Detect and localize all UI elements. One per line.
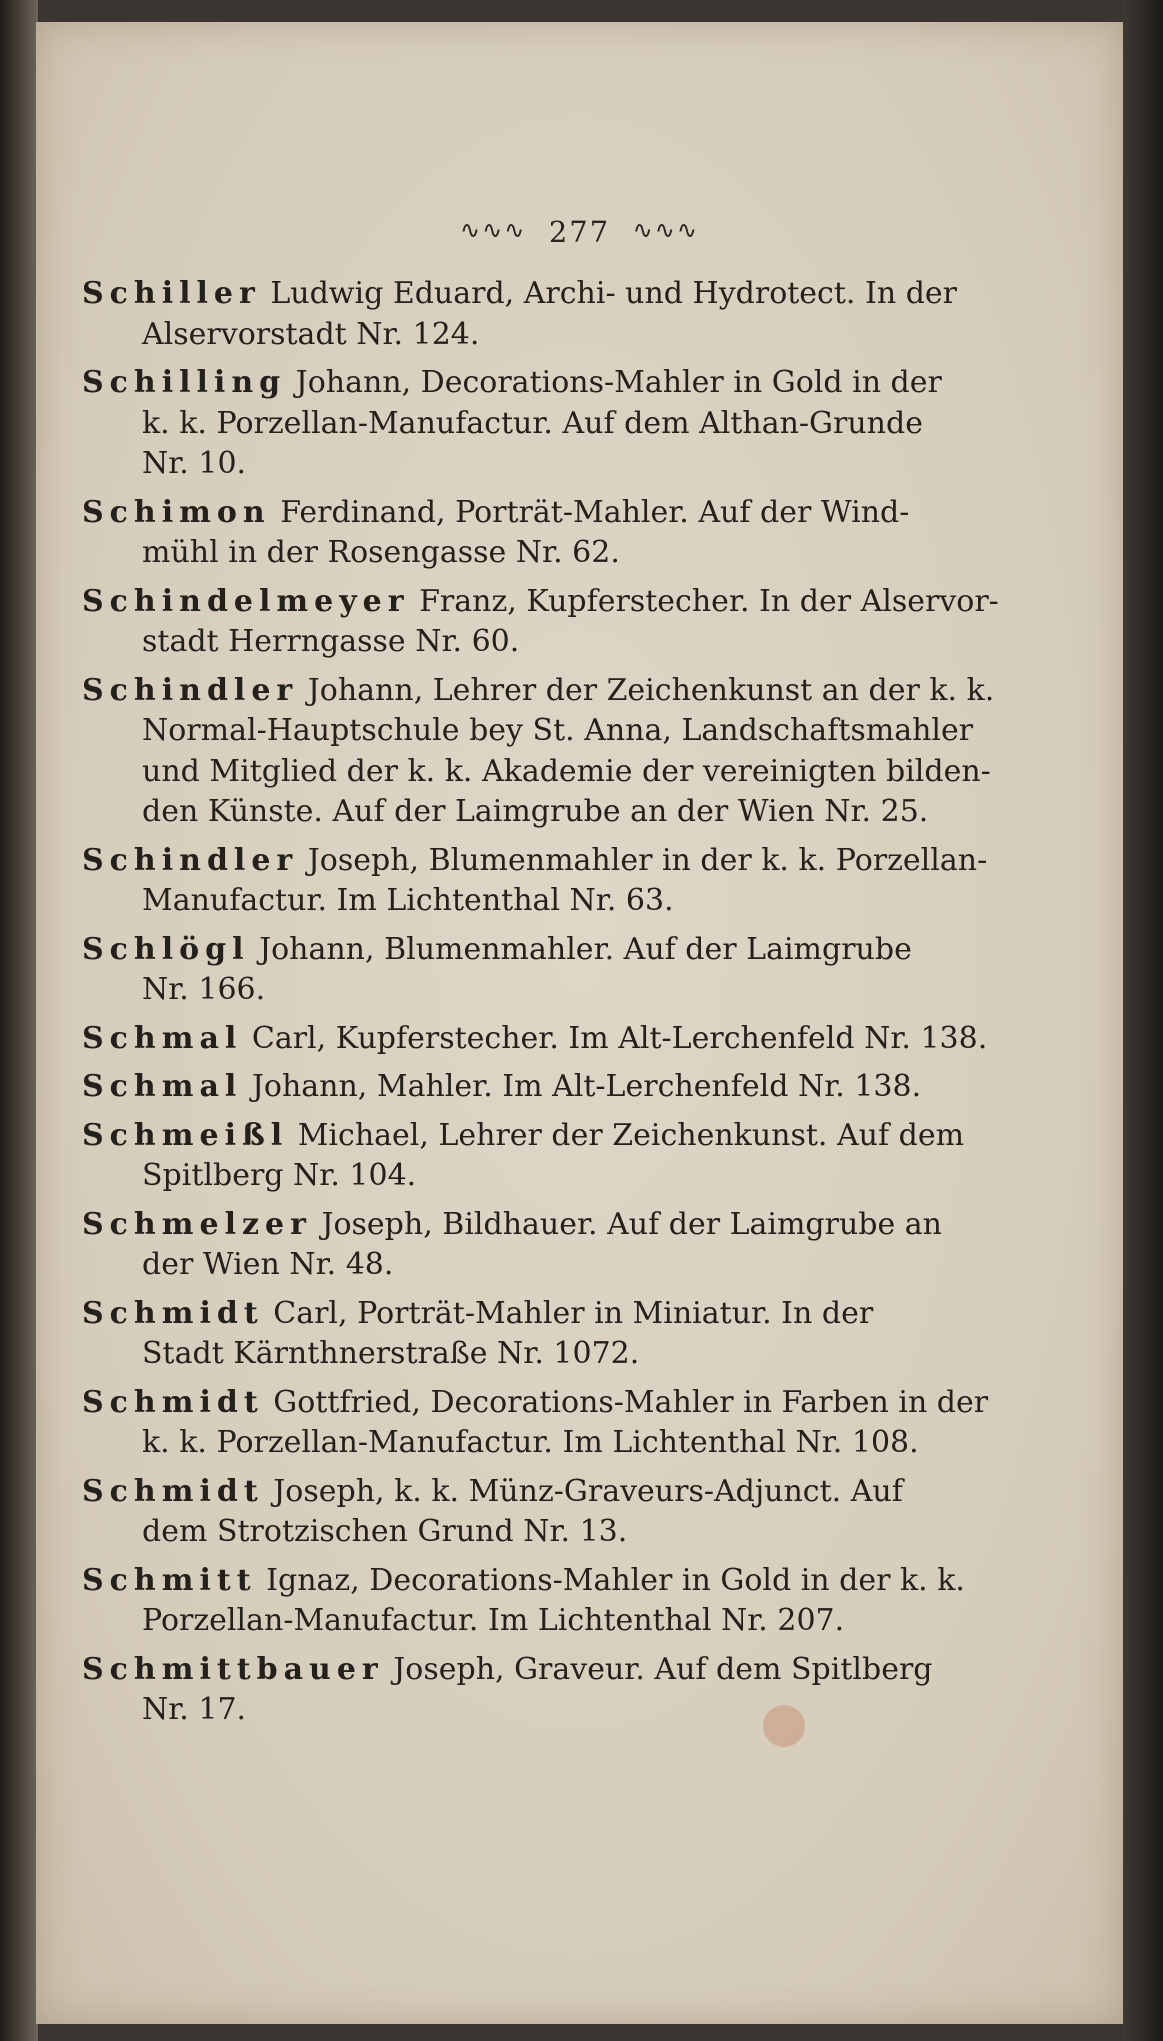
directory-entry [82, 841, 988, 922]
entry-first-line [82, 1205, 952, 1246]
directory-entry [82, 930, 952, 1011]
entry-first-line [82, 1294, 952, 1335]
entry-first-line [82, 1561, 965, 1602]
entry-description: Johann, Mahler. Im Alt-Lerchenfeld Nr. 138. [242, 1069, 922, 1104]
entry-description: Carl, Porträt-Mahler in Miniatur. In der [263, 1295, 874, 1331]
entry-continuation-line: und Mitglied der k. k. Akademie der vereinigten bilden- [142, 753, 991, 789]
entry-first-line [82, 930, 952, 971]
entry-description: Johann, Decorations-Mahler in Gold in der [286, 365, 942, 400]
entry-surname: Schmidt [82, 1473, 264, 1509]
entry-surname: Schmeißl [82, 1117, 289, 1153]
entry-surname: Schmal [82, 1020, 243, 1056]
entry-continuation-line: dem Strotzischen Grund Nr. 13. [142, 1514, 628, 1549]
paper-stain [763, 1705, 805, 1747]
entry-surname: Schindler [82, 842, 299, 878]
entry-first-line [82, 582, 999, 623]
entry-surname: Schmidt [82, 1384, 264, 1420]
directory-entry [82, 1383, 989, 1464]
entry-surname: Schmelzer [82, 1206, 312, 1242]
entry-description: Carl, Kupferstecher. Im Alt-Lerchenfeld Nr. 138. [242, 1020, 988, 1056]
entry-description: Joseph, k. k. Münz-Graveurs-Adjunct. Auf [263, 1473, 903, 1509]
entry-first-line [82, 1383, 989, 1424]
entry-surname: Schlögl [82, 931, 250, 967]
entry-first-line [82, 1019, 988, 1060]
directory-entry [82, 1116, 965, 1197]
entry-first-line [82, 1116, 965, 1157]
header-ornament-left: ∿∿∿ [460, 216, 527, 244]
entry-continuation-line: mühl in der Rosengasse Nr. 62. [142, 535, 620, 570]
entry-description: Johann, Lehrer der Zeichenkunst an der k. k. [298, 672, 995, 708]
directory-entry [82, 1561, 965, 1642]
entry-continuation-line: stadt Herrngasse Nr. 60. [142, 624, 520, 659]
entry-surname: Schindelmeyer [82, 583, 410, 619]
directory-entry [82, 1650, 952, 1731]
book-page [36, 22, 1123, 2024]
entry-surname: Schmal [82, 1069, 243, 1104]
entry-continuation-line: k. k. Porzellan-Manufactur. Auf dem Althan-Grunde [142, 405, 923, 441]
entry-continuation-line: Stadt Kärnthnerstraße Nr. 1072. [142, 1336, 640, 1371]
entry-description: Franz, Kupferstecher. In der Alservor- [409, 583, 999, 619]
entry-continuation-line: Porzellan-Manufactur. Im Lichtenthal Nr. 207. [142, 1603, 845, 1638]
entry-surname: Schindler [82, 672, 299, 708]
directory-entry [82, 363, 952, 485]
entry-description: Johann, Blumenmahler. Auf der Laimgrube [249, 931, 912, 967]
entry-first-line [82, 274, 957, 315]
entry-continuation-line: Spitlberg Nr. 104. [142, 1158, 417, 1193]
entry-continuation-line: Alservorstadt Nr. 124. [142, 316, 480, 352]
entry-surname: Schimon [82, 494, 271, 530]
book-spine-left [0, 0, 38, 2041]
entry-continuation-line: den Künste. Auf der Laimgrube an der Wien Nr. 25. [142, 794, 929, 829]
entry-continuation-line: Nr. 166. [142, 972, 266, 1007]
directory-entry [82, 1019, 988, 1060]
entry-description: Joseph, Bildhauer. Auf der Laimgrube an [311, 1206, 942, 1242]
entry-continuation-line: k. k. Porzellan-Manufactur. Im Lichtenthal Nr. 108. [142, 1425, 919, 1460]
entry-description: Ferdinand, Porträt-Mahler. Auf der Wind- [270, 494, 910, 530]
entry-continuation-line: Normal-Hauptschule bey St. Anna, Landschaftsmahler [142, 713, 974, 748]
entry-continuation-line: Nr. 17. [142, 1692, 247, 1727]
entry-first-line [82, 1472, 952, 1513]
directory-entry [82, 493, 952, 574]
entry-continuation-line: Manufactur. Im Lichtenthal Nr. 63. [142, 883, 674, 918]
directory-entries [82, 274, 999, 1739]
page-number: 277 [548, 215, 611, 249]
directory-entry [82, 671, 995, 833]
entry-description: Ignaz, Decorations-Mahler in Gold in der k. k. [256, 1562, 965, 1598]
entry-surname: Schmitt [82, 1562, 257, 1598]
entry-surname: Schmidt [82, 1295, 264, 1331]
entry-description: Michael, Lehrer der Zeichenkunst. Auf dem [288, 1117, 965, 1153]
entry-surname: Schmittbauer [82, 1651, 384, 1687]
entry-description: Joseph, Graveur. Auf dem Spitlberg [383, 1651, 933, 1687]
entry-first-line [82, 493, 952, 534]
header-ornament-right: ∿∿∿ [632, 216, 699, 244]
directory-entry [82, 1294, 952, 1375]
entry-description: Gottfried, Decorations-Mahler in Farben in der [263, 1384, 989, 1420]
entry-surname: Schiller [82, 276, 261, 311]
entry-first-line [82, 363, 952, 404]
directory-entry [82, 1205, 952, 1286]
directory-entry [82, 1067, 952, 1108]
directory-entry [82, 274, 957, 355]
page-header [36, 215, 1123, 249]
directory-entry [82, 582, 999, 663]
entry-continuation-line: Nr. 10. [142, 446, 247, 481]
entry-continuation-line: der Wien Nr. 48. [142, 1247, 394, 1282]
entry-description: Joseph, Blumenmahler in der k. k. Porzellan- [298, 842, 988, 878]
entry-first-line [82, 1650, 952, 1691]
entry-surname: Schilling [82, 365, 287, 400]
book-edge-right [1123, 0, 1163, 2041]
entry-first-line [82, 671, 995, 712]
entry-first-line [82, 841, 988, 882]
entry-description: Ludwig Eduard, Archi- und Hydrotect. In der [260, 276, 957, 311]
entry-first-line [82, 1067, 952, 1108]
directory-entry [82, 1472, 952, 1553]
